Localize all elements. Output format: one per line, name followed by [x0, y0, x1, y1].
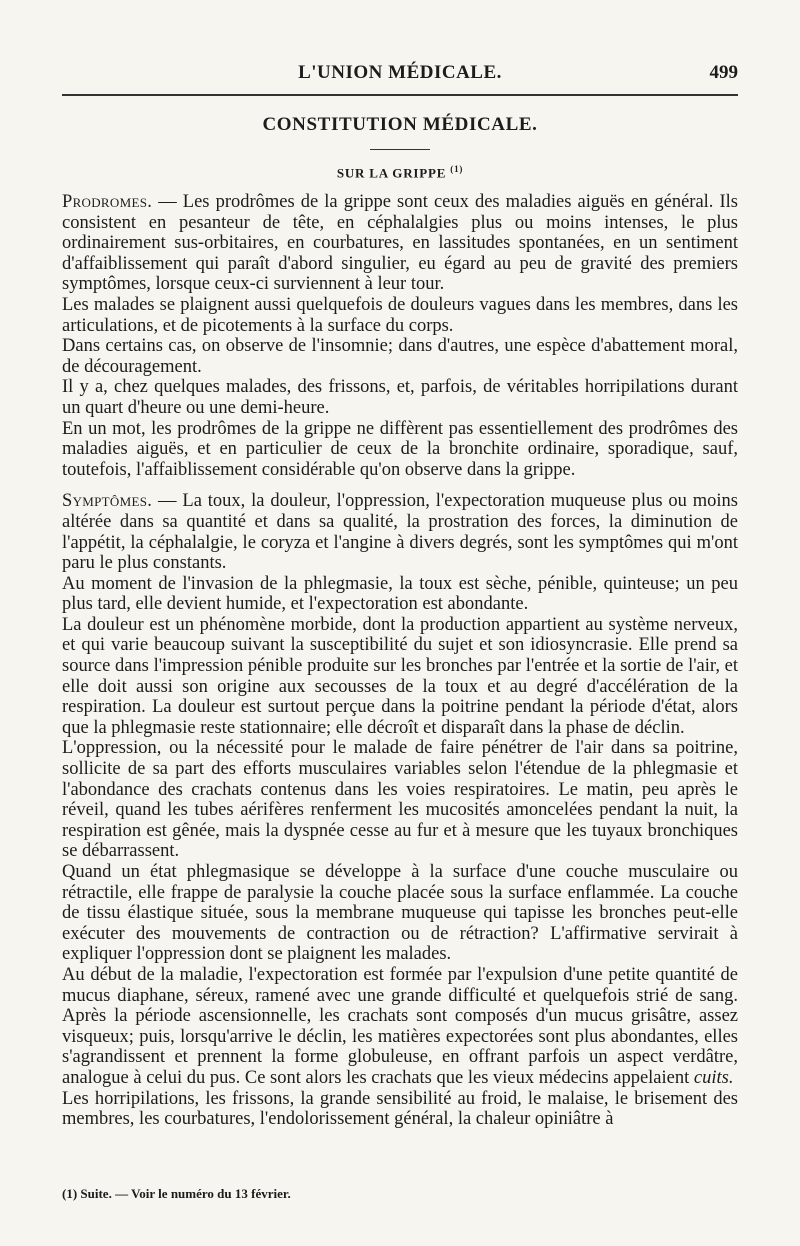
paragraph: Dans certains cas, on observe de l'insomnie; dans d'autres, une espèce d'abattement moral, de découragement. [62, 336, 738, 377]
footnote-ref: (1) [450, 164, 464, 174]
paragraph: L'oppression, ou la nécessité pour le malade de faire pénétrer de l'air dans sa poitrine, sollicite de sa part des efforts musculaires variables selon l'étendue de la phlegmasie et l'abondance des crachats contenus dans les voies respiratoires. Le matin, peu après le réveil, quand les tubes aérifères renferment les mucosités amoncelées pendant la nuit, la respiration est gênée, mais la dyspnée cesse au fur et à mesure que les tuyaux bronchiques se débarrassent. [62, 738, 738, 862]
paragraph: En un mot, les prodrômes de la grippe ne diffèrent pas essentiellement des prodrômes des maladies aiguës, et en particulier de ceux de la bronchite ordinaire, sporadique, sauf, toutefois, l'affaiblissement considérable qu'on observe dans la grippe. [62, 418, 738, 480]
running-header [62, 62, 738, 86]
subtitle-text: SUR LA GRIPPE [336, 165, 447, 181]
paragraph: Les horripilations, les frissons, la grande sensibilité au froid, le malaise, le brisement des membres, les courbatures, l'endolorissement général, la chaleur opiniâtre à [62, 1088, 738, 1130]
section-label-prodromes: Prodromes. [62, 192, 153, 212]
section-title: CONSTITUTION MÉDICALE. [262, 114, 538, 135]
paragraph: Il y a, chez quelques malades, des frissons, et, parfois, de véritables horripilations durant un quart d'heure ou une demi-heure. [62, 377, 738, 418]
italic-term: cuits. [693, 1067, 734, 1088]
footnote: (1) Suite. — Voir le numéro du 13 février. [62, 1186, 291, 1201]
article-subtitle [62, 164, 738, 181]
paragraph [62, 192, 738, 295]
header-rule [62, 94, 738, 96]
paragraph: La douleur est un phénomène morbide, dont la production appartient au système nerveux, et qui varie beaucoup suivant la susceptibilité du sujet et son idiosyncrasie. Elle prend sa source dans l'impression pénible produite sur les bronches par l'entrée et la sortie de l'air, et elle doit aussi son origine aux secousses de la toux et au degré d'accélération de la respiration. La douleur est surtout perçue dans la poitrine pendant la période d'état, alors que la phlegmasie reste stationnaire; elle décroît et disparaît dans la phase de déclin. [62, 614, 738, 738]
section-label-symptomes: Symptômes. [62, 491, 153, 512]
title-divider [370, 149, 430, 150]
paragraph: Au moment de l'invasion de la phlegmasie, la toux est sèche, pénible, quinteuse; un peu plus tard, elle devient humide, et l'expectoration est abondante. [62, 573, 738, 615]
paragraph-text: Au début de la maladie, l'expectoration est formée par l'expulsion d'une petite quantité de mucus diaphane, séreux, ramené avec une grande difficulté et quelquefois strié de sang. Après la période ascensionnelle, les crachats sont composés d'un mucus grisâtre, assez visqueux; puis, lorsqu'arrive le déclin, les matières expectorées sont plus abondantes, elles s'agrandissent et prennent la forme globuleuse, en offrant parfois un aspect verdâtre, analogue à celui du pus. Ce sont alors les crachats que les vieux médecins appelaient [62, 964, 738, 1088]
paragraph: Les malades se plaignent aussi quelquefois de douleurs vagues dans les membres, dans les articulations, et de picotements à la surface du corps. [62, 294, 738, 336]
paragraph: Quand un état phlegmasique se développe à la surface d'une couche musculaire ou rétractile, elle frappe de paralysie la couche placée sous la surface enflammée. La couche de tissu élastique située, sous la membrane muqueuse qui tapisse les bronches peut-elle exécuter des mouvements de contraction ou de rétraction? L'affirmative servirait à expliquer l'oppression dont se plaignent les malades. [62, 862, 738, 965]
page-number: 499 [709, 62, 738, 83]
paragraph-text: — Les prodrômes de la grippe sont ceux des maladies aiguës en général. Ils consistent en pesanteur de tête, en céphalalgies plus ou moins intenses, le plus ordinairement sus-orbitaires, en courbatures, en lassitudes spontanées, en un sentiment d'affaiblissement qui paraît d'abord singulier, eu égard au peu de gravité des premiers symptômes, lorsque ceux-ci surviennent à leur tour. [62, 192, 738, 295]
paragraph [62, 965, 738, 1089]
paragraph [62, 491, 738, 573]
article-body [62, 192, 738, 1130]
paragraph-text: — La toux, la douleur, l'oppression, l'expectoration muqueuse plus ou moins altérée dans sa quantité et dans sa qualité, la prostration des forces, la diminution de l'appétit, la céphalalgie, le coryza et l'angine à divers degrés, sont les symptômes qui m'ont paru le plus constants. [62, 491, 738, 574]
journal-title: L'UNION MÉDICALE. [298, 62, 502, 83]
